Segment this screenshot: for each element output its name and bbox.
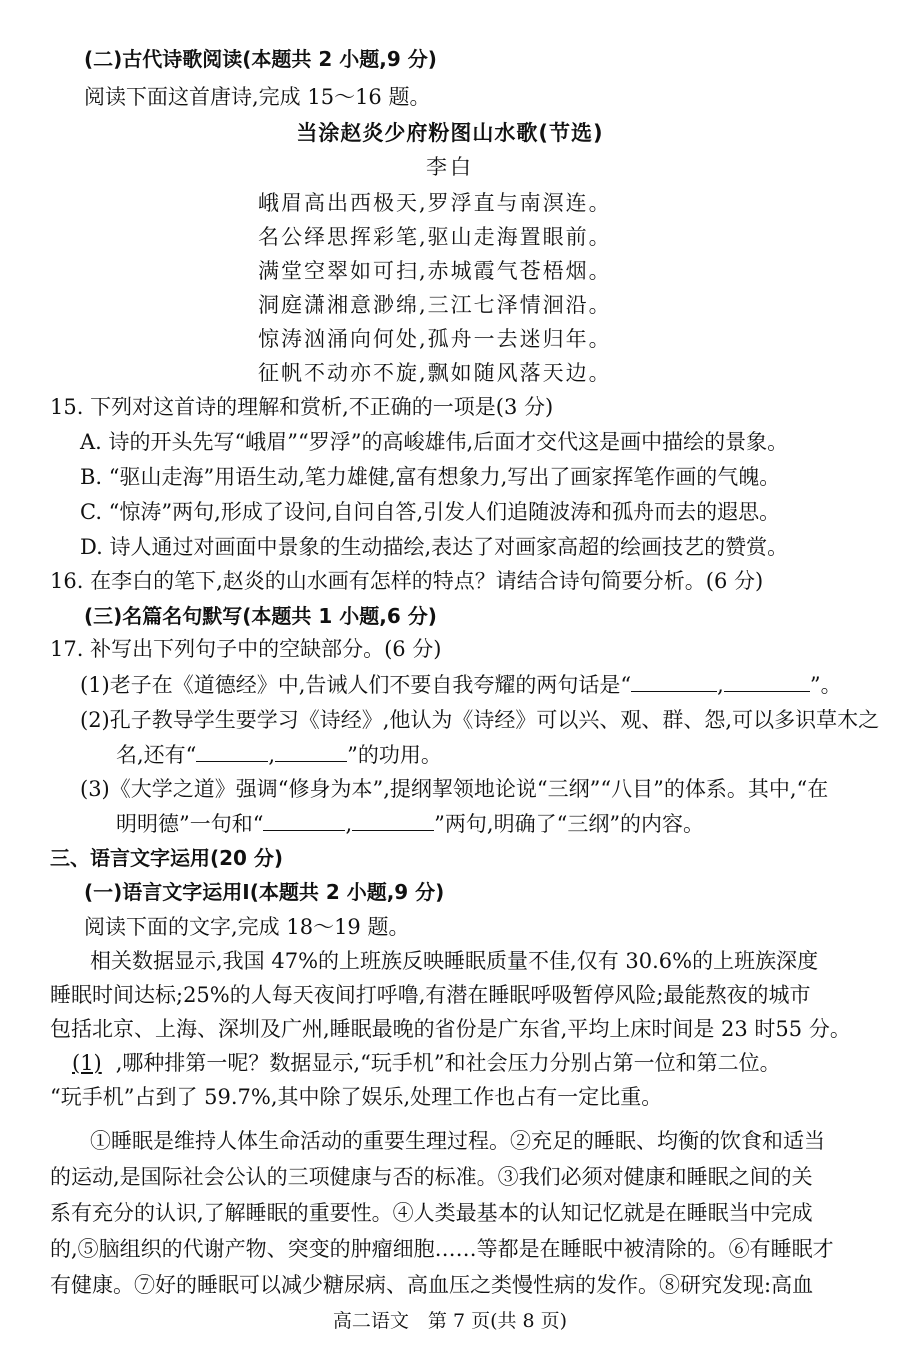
sub1-intro: 阅读下面的文字,完成 18～19 题。 [84,915,410,939]
passage-blank-1[interactable]: (1) [72,1051,102,1075]
q16-stem: 16. 在李白的笔下,赵炎的山水画有怎样的特点？请结合诗句简要分析。(6 分) [50,569,764,593]
q17-item3-end: ”两句,明确了“三纲”的内容。 [434,812,705,836]
passage-p1-line-blank [50,1048,781,1078]
poem-line: 名公绎思挥彩笔,驱山走海置眼前。 [258,225,612,249]
poem-line: 征帆不动亦不旋,飘如随风落天边。 [258,361,612,385]
answer-blank[interactable] [631,669,717,692]
section2-title: (二)古代诗歌阅读(本题共 2 小题,9 分) [84,47,437,71]
passage-p1-line: 相关数据显示,我国 47%的上班族反映睡眠质量不佳,仅有 30.6%的上班族深度 [90,949,819,973]
poem-line: 惊涛汹涌向何处,孤舟一去迷归年。 [258,327,612,351]
q15-option-a: A. 诗的开头先写“峨眉”“罗浮”的高峻雄伟,后面才交代这是画中描绘的景象。 [80,430,789,454]
passage-p2-line: 的,⑤脑组织的代谢产物、突变的肿瘤细胞……等都是在睡眠中被清除的。⑥有睡眠才 [50,1237,834,1261]
comma: , [268,743,276,767]
page-footer: 高二语文 第 7 页(共 8 页) [332,1310,568,1332]
q17-item3-line2 [116,808,704,839]
q17-item2-line2 [116,739,442,770]
q15-option-d: D. 诗人通过对画面中景象的生动描绘,表达了对画家高超的绘画技艺的赞赏。 [80,535,789,559]
passage-p2-line: 有健康。⑦好的睡眠可以减少糖尿病、高血压之类慢性病的发作。⑧研究发现:高血 [50,1273,814,1297]
section3-title: (三)名篇名句默写(本题共 1 小题,6 分) [84,604,437,628]
q17-item1 [80,669,842,700]
answer-blank[interactable] [275,739,347,762]
q17-stem: 17. 补写出下列句子中的空缺部分。(6 分) [50,637,442,661]
passage-p1-line: 睡眠时间达标;25%的人每天夜间打呼噜,有潜在睡眠呼吸暂停风险;最能熬夜的城市 [50,983,811,1007]
answer-blank[interactable] [263,808,345,831]
q17-item2-end: ”的功用。 [347,743,442,767]
answer-blank[interactable] [724,669,810,692]
passage-p1-text: ,哪种排第一呢？数据显示,“玩手机”和社会压力分别占第一位和第二位。 [115,1051,781,1075]
q17-item3-line1: (3)《大学之道》强调“修身为本”,提纲挈领地论说“三纲”“八目”的体系。其中,“在 [80,777,829,801]
q17-item1-text: (1)老子在《道德经》中,告诫人们不要自我夸耀的两句话是“ [80,673,632,697]
poem-line: 满堂空翠如可扫,赤城霞气苍梧烟。 [258,259,612,283]
comma: , [345,812,353,836]
poem-author: 李白 [426,155,474,179]
passage-p2-line: 系有充分的认识,了解睡眠的重要性。④人类最基本的认知记忆就是在睡眠当中完成 [50,1201,813,1225]
sub1-title: (一)语言文字运用Ⅰ(本题共 2 小题,9 分) [84,880,445,904]
passage-p2-line: ①睡眠是维持人体生命活动的重要生理过程。②充足的睡眠、均衡的饮食和适当 [90,1129,825,1153]
q17-item2-text: 名,还有“ [116,743,197,767]
poem-line: 峨眉高出西极天,罗浮直与南溟连。 [258,191,612,215]
q15-option-b: B. “驱山走海”用语生动,笔力雄健,富有想象力,写出了画家挥笔作画的气魄。 [80,465,781,489]
answer-blank[interactable] [352,808,434,831]
passage-p1-line: 包括北京、上海、深圳及广州,睡眠最晚的省份是广东省,平均上床时间是 23 时55 分。 [50,1017,851,1041]
passage-p2-line: 的运动,是国际社会公认的三项健康与否的标准。③我们必须对健康和睡眠之间的关 [50,1165,813,1189]
part3-title: 三、语言文字运用(20 分) [50,846,284,870]
q17-item2-line1: (2)孔子教导学生要学习《诗经》,他认为《诗经》可以兴、观、群、怨,可以多识草木之 [80,708,880,732]
q15-option-c: C. “惊涛”两句,形成了设问,自问自答,引发人们追随波涛和孤舟而去的遐思。 [80,500,781,524]
answer-blank[interactable] [196,739,268,762]
poem-line: 洞庭潇湘意渺绵,三江七泽情洄沿。 [258,293,612,317]
poem-title: 当涂赵炎少府粉图山水歌(节选) [296,121,604,145]
section2-intro: 阅读下面这首唐诗,完成 15～16 题。 [84,85,431,109]
passage-p1-line: “玩手机”占到了 59.7%,其中除了娱乐,处理工作也占有一定比重。 [50,1085,663,1109]
q17-item3-text: 明明德”一句和“ [116,812,264,836]
q17-item1-end: ”。 [809,673,842,697]
q15-stem: 15. 下列对这首诗的理解和赏析,不正确的一项是(3 分) [50,395,554,419]
comma: , [717,673,724,697]
